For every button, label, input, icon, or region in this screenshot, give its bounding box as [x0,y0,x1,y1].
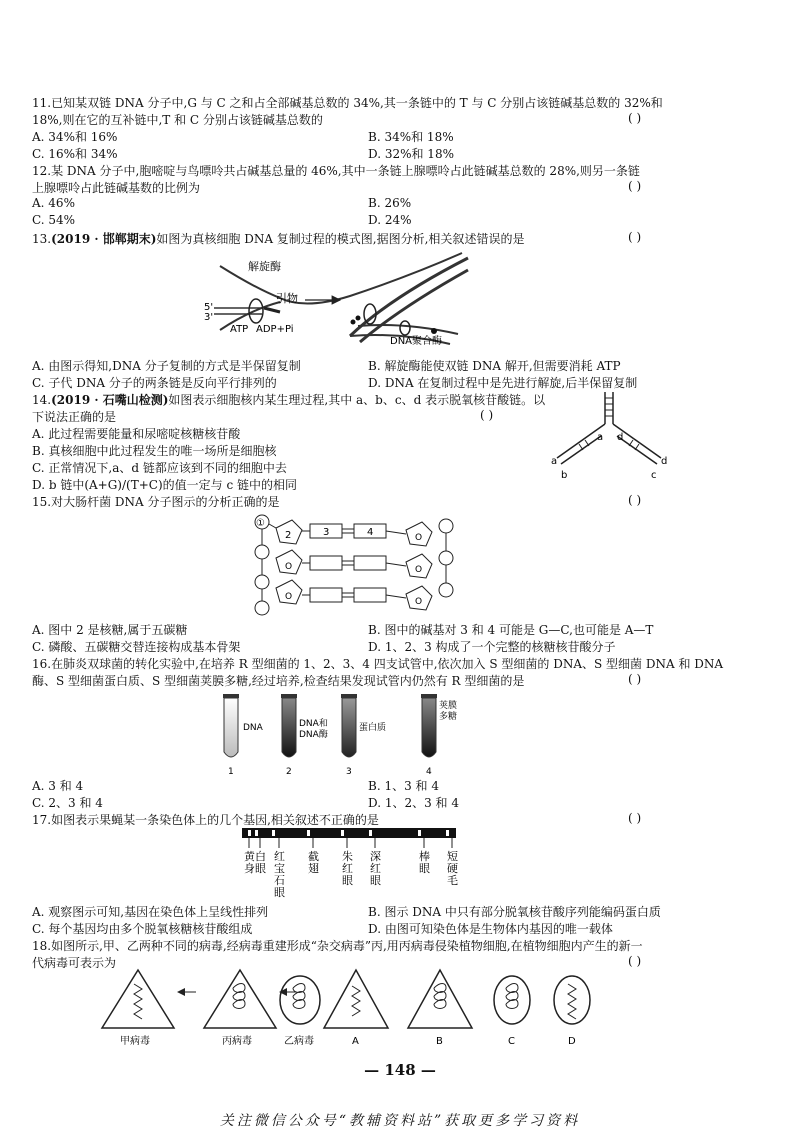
phosphate-circle [255,601,269,615]
dna-replication-fork-figure [545,388,675,488]
phosphate-circle [439,551,453,565]
polymerase-ring [400,321,410,335]
strand-a-label: a [597,432,604,443]
q16-stem-line2: 酶、S 型细菌蛋白质、S 型细菌荚膜多糖,经过培养,检查结果发现试管内仍然有 R 型细菌的是 [32,674,525,688]
three-prime-label: 3' [204,312,214,323]
gene-label-1: 白眼 [255,850,266,875]
q11-option-d: D. 32%和 18% [368,147,454,161]
q14-stem-text: 如图表示细胞核内某生理过程,其中 a、b、c、d 表示脱氧核苷酸链。以 [168,393,546,407]
q11-answer-blank: ( ) [628,111,642,125]
gene-locus [248,830,251,836]
strand-b-label: b [561,470,568,481]
tube-2-number: 2 [286,767,292,777]
footer-note: 关注微信公众号“教辅资料站”获取更多学习资料 [219,1113,581,1129]
virus-jia-triangle [102,970,174,1028]
q17-option-d: D. 由图可知染色体是生物体内基因的唯一载体 [368,922,613,936]
option-b-nucleic-acid [434,984,446,1009]
q15-option-d: D. 1、2、3 构成了一个完整的核糖核苷酸分子 [368,640,616,654]
oxygen-label: O [415,533,423,543]
virus-bing-nucleic-acid [233,984,245,1009]
q13-option-b: B. 解旋酶能使双链 DNA 解开,但需要消耗 ATP [368,359,621,373]
oxygen-label: O [285,592,293,602]
nucleotide-dot [356,316,361,321]
q13-option-d: D. DNA 在复制过程中是先进行解旋,后半保留复制 [368,376,638,390]
q17-answer-blank: ( ) [628,811,642,825]
q17-option-c: C. 每个基因均由多个脱氧核糖核苷酸组成 [32,922,253,936]
q13-source: (2019 · 邯郸期末) [51,232,157,246]
gene-locus [369,830,372,836]
tube-4 [422,698,436,757]
oxygen-label: O [285,562,293,572]
option-b-triangle [408,970,472,1028]
tube-rim [421,694,437,698]
q12-stem-line2: 上腺嘌呤占此链碱基数的比例为 [32,181,201,195]
q11-stem-line1: 11.已知某双链 DNA 分子中,G 与 C 之和占全部碱基总数的 34%,其一条链中的 T 与 C 分别占该链碱基总数的 32%和 [32,96,663,110]
q12-option-a: A. 46% [32,196,75,210]
strand-upper [360,270,468,342]
q15-option-c: C. 磷酸、五碳糖交替连接构成基本骨架 [32,640,241,654]
gene-label-3: 截翅 [308,850,319,875]
strand-d-label-2: d [661,456,668,467]
base-box [354,556,386,570]
tube-2-label-b: DNA酶 [299,730,328,740]
q11-option-b: B. 34%和 18% [368,130,454,144]
primer-mark [264,308,280,312]
q13-answer-blank: ( ) [628,230,642,244]
phosphate-circle [439,519,453,533]
q11-option-c: C. 16%和 34% [32,147,118,161]
q11-option-a: A. 34%和 16% [32,130,118,144]
virus-bing-label: 丙病毒 [222,1036,252,1047]
strand-a-label-2: a [551,456,558,467]
q17-option-a: A. 观察图示可知,基因在染色体上呈线性排列 [32,905,269,919]
option-c-nucleic-acid [506,984,518,1009]
option-a-label: A [352,1036,359,1047]
nucleotide-dot [431,328,437,334]
glycosidic-bond [386,531,406,534]
q15-option-b: B. 图中的碱基对 3 和 4 可能是 G—C,也可能是 A—T [368,623,654,637]
strand-c-label: c [651,470,657,481]
q12-option-b: B. 26% [368,196,412,210]
base-box [310,556,342,570]
virus-figure [100,966,620,1050]
gene-locus [307,830,310,836]
virus-yi-nucleic-acid [293,984,305,1009]
q14-number: 14. [32,393,52,407]
q16-option-c: C. 2、3 和 4 [32,796,103,810]
option-c-label: C [508,1036,515,1047]
gene-locus [418,830,421,836]
gene-locus [446,830,449,836]
q14-option-c: C. 正常情况下,a、d 链都应该到不同的细胞中去 [32,461,287,475]
test-tubes-figure [215,690,475,778]
tube-1-label: DNA [243,723,263,733]
q14-source: (2019 · 石嘴山检测) [51,393,169,407]
tube-3-label: 蛋白质 [359,723,387,733]
q15-stem: 15.对大肠杆菌 DNA 分子图示的分析正确的是 [32,495,280,509]
label-2: 2 [285,530,292,541]
tube-4-label-a: 荚膜 [439,701,458,711]
q15-answer-blank: ( ) [628,493,642,507]
q14-option-d: D. b 链中(A+G)/(T+C)的值一定与 c 链中的相同 [32,478,297,492]
q14-answer-blank: ( ) [480,408,494,422]
q13-option-a: A. 由图示得知,DNA 分子复制的方式是半保留复制 [32,359,301,373]
q16-stem-line1: 16.在肺炎双球菌的转化实验中,在培养 R 型细菌的 1、2、3、4 四支试管中,依次加入 S 型细菌的 DNA、S 型细菌 DNA 和 DNA [32,657,724,671]
label-3: 3 [323,527,330,538]
q13-stem-text: 如图为真核细胞 DNA 复制过程的模式图,据图分析,相关叙述错误的是 [156,232,525,246]
strand-d-label: d [617,432,624,443]
q13-stem [32,230,524,247]
helicase-label: 解旋酶 [248,260,281,273]
tube-1 [224,698,238,757]
adp-label: ADP+Pi [256,324,294,335]
q18-answer-blank: ( ) [628,954,642,968]
q11-stem-line2: 18%,则在它的互补链中,T 和 C 分别占该链碱基总数的 [32,113,323,127]
q12-answer-blank: ( ) [628,179,642,193]
phosphate-circle [255,545,269,559]
dna-replication-figure [200,248,470,350]
q16-answer-blank: ( ) [628,672,642,686]
tube-3 [342,698,356,757]
option-d-nucleic-acid [568,984,576,1019]
q12-stem-line1: 12.某 DNA 分子中,胞嘧啶与鸟嘌呤共占碱基总量的 46%,其中一条链上腺嘌呤占此链碱基总数的 28%,则另一条链 [32,164,640,178]
option-d-label: D [568,1036,576,1047]
q14-option-b: B. 真核细胞中此过程发生的唯一场所是细胞核 [32,444,277,458]
glycosidic-bond [386,595,406,598]
gene-label-2: 红宝石眼 [274,850,285,899]
q13-number: 13. [32,232,52,246]
tube-rim [281,694,297,698]
q17-stem: 17.如图表示果蝇某一条染色体上的几个基因,相关叙述不正确的是 [32,813,379,827]
dna-structure-figure [250,510,460,616]
gene-labels [244,838,458,899]
gene-locus [272,830,275,836]
primer-label: 引物 [276,292,298,305]
gene-label-5: 深红眼 [370,850,381,887]
label-1: ① [256,518,265,529]
q12-option-c: C. 54% [32,213,76,227]
q16-option-a: A. 3 和 4 [32,779,84,793]
base-box [310,588,342,602]
q13-option-c: C. 子代 DNA 分子的两条链是反向平行排列的 [32,376,277,390]
tube-rim [223,694,239,698]
q12-option-d: D. 24% [368,213,412,227]
nucleotide-dot [351,320,356,325]
tube-rim [341,694,357,698]
backbone-bond [269,524,276,528]
phosphate-circle [439,583,453,597]
q14-stem-line2: 下说法正确的是 [32,410,117,424]
gene-label-4: 朱红眼 [342,850,353,887]
tube-4-number: 4 [426,767,432,777]
tube-3-number: 3 [346,767,352,777]
atp-label: ATP [230,324,249,335]
label-4: 4 [367,527,374,538]
q15-option-a: A. 图中 2 是核糖,属于五碳糖 [32,623,188,637]
virus-jia-nucleic-acid [134,984,142,1019]
polymerase-label: DNA聚合酶 [390,336,443,347]
q16-option-d: D. 1、2、3 和 4 [368,796,459,810]
five-prime-label: 5' [204,302,214,313]
q18-stem-line2: 代病毒可表示为 [32,956,117,970]
glycosidic-bond [386,563,406,566]
page-number: — 148 — [364,1061,436,1079]
q14-option-a: A. 此过程需要能量和尿嘧啶核糖核苷酸 [32,427,241,441]
oxygen-label: O [415,565,423,575]
q18-stem-line1: 18.如图所示,甲、乙两种不同的病毒,经病毒重建形成“杂交病毒”丙,用丙病毒侵染植物细胞,在植物细胞内产生的新一 [32,939,643,953]
oxygen-label: O [415,597,423,607]
gene-label-7: 短硬毛 [447,850,458,887]
virus-jia-label: 甲病毒 [120,1036,150,1047]
gene-locus [255,830,258,836]
tube-2 [282,698,296,757]
option-b-label: B [436,1036,443,1047]
gene-locus [341,830,344,836]
base-box [354,588,386,602]
tube-4-label-b: 多糖 [439,712,458,722]
option-a-nucleic-acid [352,986,360,1016]
q17-option-b: B. 图示 DNA 中只有部分脱氧核苷酸序列能编码蛋白质 [368,905,661,919]
tube-1-number: 1 [228,767,234,777]
tube-2-label-a: DNA和 [299,719,328,729]
gene-label-0: 黄身 [244,850,255,875]
phosphate-circle [255,575,269,589]
gene-label-6: 棒眼 [419,850,430,875]
chromosome-gene-map [238,826,460,906]
q14-stem-line1 [32,391,545,408]
q16-option-b: B. 1、3 和 4 [368,779,439,793]
virus-bing-triangle [204,970,276,1028]
virus-yi-label: 乙病毒 [284,1036,314,1047]
